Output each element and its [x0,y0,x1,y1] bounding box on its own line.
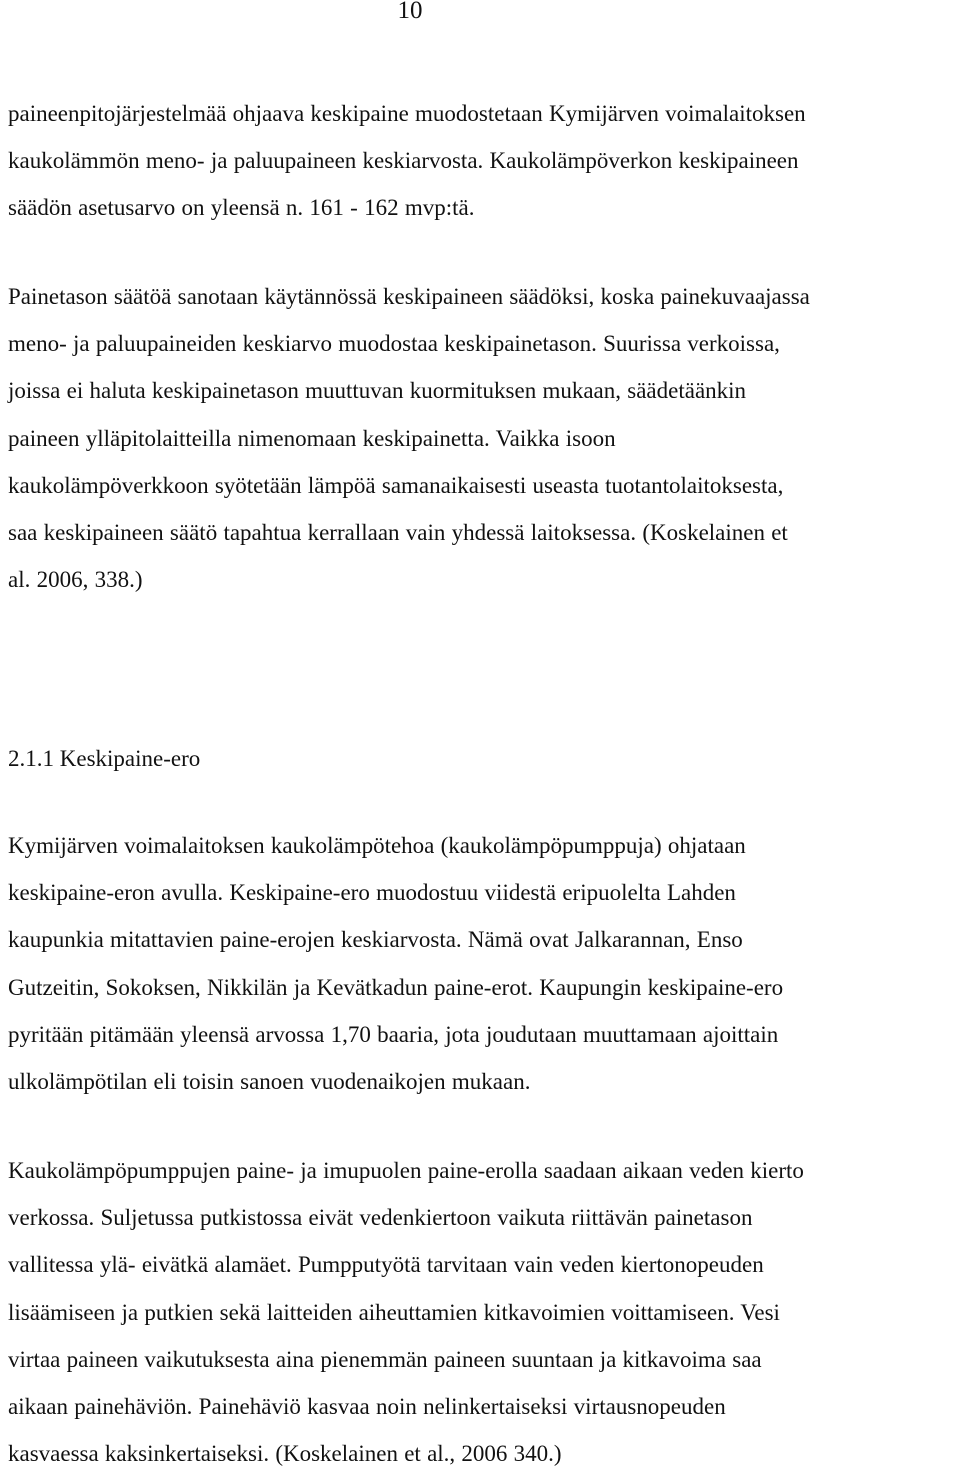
text-line: pyritään pitämään yleensä arvossa 1,70 baaria, jota joudutaan muuttamaan ajoittain [8,1021,779,1047]
text-line: aikaan painehäviön. Painehäviö kasvaa noin nelinkertaiseksi virtausnopeuden [8,1394,726,1420]
text-line: paineenpitojärjestelmää ohjaava keskipaine muodostetaan Kymijärven voimalaitoksen [8,101,806,126]
text-line: keskipaine-eron avulla. Keskipaine-ero muodostuu viidestä eripuolelta Lahden [8,880,736,906]
text-line: virtaa paineen vaikutuksesta aina pienemmän paineen suuntaan ja kitkavoima saa [8,1346,762,1372]
text-line: kaukolämpöverkkoon syötetään lämpöä samanaikaisesti useasta tuotantolaitoksesta, [8,472,784,498]
text-line: saa keskipaineen säätö tapahtua kerrallaan vain yhdessä laitoksessa. (Koskelainen et [8,520,788,546]
paragraph-2 [8,273,956,603]
text-line: säädön asetusarvo on yleensä n. 161 - 162 mvp:tä. [8,195,475,221]
text-line: meno- ja paluupaineiden keskiarvo muodostaa keskipainetason. Suurissa verkoissa, [8,331,780,357]
text-line: paineen ylläpitolaitteilla nimenomaan keskipainetta. Vaikka isoon [8,425,616,451]
text-line: Kaukolämpöpumppujen paine- ja imupuolen paine-erolla saadaan aikaan veden kierto [8,1158,804,1183]
text-line: Painetason säätöä sanotaan käytännössä keskipaineen säädöksi, koska painekuvaajassa [8,284,810,309]
text-line: Kymijärven voimalaitoksen kaukolämpötehoa (kaukolämpöpumppuja) ohjataan [8,833,746,858]
text-line: al. 2006, 338.) [8,567,143,593]
text-line: ulkolämpötilan eli toisin sanoen vuodenaikojen mukaan. [8,1069,531,1095]
paragraph-4 [8,1147,956,1477]
text-line: kasvaessa kaksinkertaiseksi. (Koskelainen et al., 2006 340.) [8,1441,562,1467]
paragraph-3 [8,822,956,1105]
text-line: kaupunkia mitattavien paine-erojen keskiarvosta. Nämä ovat Jalkarannan, Enso [8,927,743,953]
text-line: joissa ei haluta keskipainetason muuttuvan kuormituksen mukaan, säädetäänkin [8,378,747,404]
text-line: vallitessa ylä- eivätkä alamäet. Pumpputyötä tarvitaan vain veden kiertonopeuden [8,1252,764,1278]
page-number: 10 [397,0,423,24]
text-line: lisäämiseen ja putkien sekä laitteiden aiheuttamien kitkavoimien voittamiseen. Vesi [8,1299,780,1325]
paragraph-1 [8,90,956,232]
text-line: Gutzeitin, Sokoksen, Nikkilän ja Kevätkadun paine-erot. Kaupungin keskipaine-ero [8,974,784,1000]
section-heading: 2.1.1 Keskipaine-ero [8,746,201,771]
text-line: verkossa. Suljetussa putkistossa eivät vedenkiertoon vaikuta riittävän painetason [8,1205,753,1231]
text-line: kaukolämmön meno- ja paluupaineen keskiarvosta. Kaukolämpöverkon keskipaineen [8,148,799,174]
